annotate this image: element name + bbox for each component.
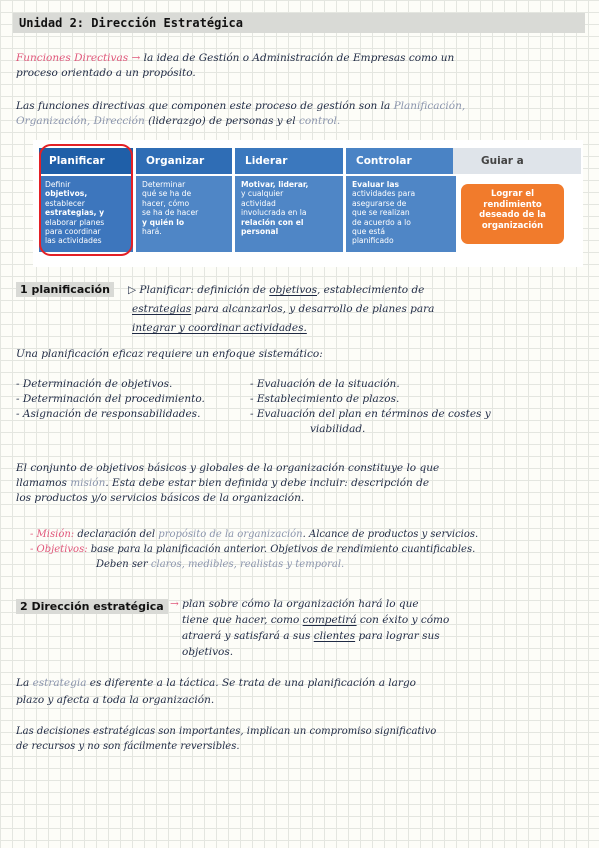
col-liderar: Motivar, liderar, y cualquier actividad involucrada en la relación con el personal — [235, 176, 343, 252]
direccion-definition: → plan sobre cómo la organización hará lo que tiene que hacer, como competirá con éxito y cómo atraerá y satisfará a sus clientes para lograr sus objetivos. — [170, 598, 450, 658]
header-organizar: Organizar — [136, 148, 232, 174]
planificacion-definition: ▷ Planificar: definición de objetivos, establecimiento de estrategias para alcanzarlos, y desarrollo de planes para integrar y coordinar actividades. — [128, 284, 435, 334]
intro-line-2: proceso orientado a un propósito. — [16, 67, 196, 79]
mission-paragraph: El conjunto de objetivos básicos y globales de la organización constituye lo que llamamos misión. Esta debe estar bien definida y debe incluir: descripción de los productos y/o servicios básicos de la organización. — [16, 462, 440, 504]
highlight-circle — [39, 144, 133, 256]
definitions: - Misión: declaración del propósito de la organización. Alcance de productos y servicios. - Objetivos: base para la planificación anterior. Objetivos de rendimiento cuantificables. Deben ser claros, medibles, realistas y temporal. — [30, 527, 595, 572]
def-objetivos: - Objetivos: base para la planificación anterior. Objetivos de rendimiento cuantificables. — [30, 544, 476, 555]
functions-paragraph — [16, 99, 591, 129]
intro-line-1: Funciones Directivas → la idea de Gestión o Administración de Empresas como un — [16, 52, 455, 64]
result-box: Lograr el rendimiento deseado de la organización — [461, 184, 564, 244]
intro-term: Funciones Directivas — [16, 52, 129, 64]
section-heading-planificacion: 1 planificación — [16, 282, 114, 297]
systematic-intro: Una planificación eficaz requiere un enfoque sistemático: — [16, 348, 323, 360]
page-title: Unidad 2: Dirección Estratégica — [13, 13, 585, 33]
col-planificar: Definir objetivos, establecer estrategias, y elaborar planes para coordinar las actividades — [39, 176, 133, 252]
systematic-list-right: - Evaluación de la situación. - Establecimiento de plazos. - Evaluación del plan en términos de costes y viabilidad. — [250, 378, 491, 435]
col-controlar: Evaluar las actividades para asegurarse de que se realizan de acuerdo a lo que está planificado — [346, 176, 456, 252]
systematic-list-left: - Determinación de objetivos. - Determinación del procedimiento. - Asignación de responsabilidades. — [16, 378, 205, 420]
management-functions-diagram — [33, 140, 583, 267]
arrow-icon: → — [170, 598, 179, 610]
header-guiar: Guiar a — [453, 148, 581, 174]
header-controlar: Controlar — [346, 148, 456, 174]
header-liderar: Liderar — [235, 148, 343, 174]
decisiones-paragraph: Las decisiones estratégicas son importantes, implican un compromiso significativo de recursos y no son fácilmente reversibles. — [16, 726, 437, 752]
header-planificar: Planificar — [39, 148, 133, 174]
section-heading-direccion: 2 Dirección estratégica — [16, 599, 168, 614]
functions-line-2: Organización, Dirección (liderazgo) de personas y el control. — [16, 115, 341, 127]
col-organizar: Determinar qué se ha de hacer, cómo se ha de hacer y quién lo hará. — [136, 176, 232, 252]
triangle-arrow-icon: ▷ — [128, 284, 137, 296]
arrow-icon: → — [131, 52, 141, 64]
functions-line-1: Las funciones directivas que componen este proceso de gestión son la Planificación, — [16, 100, 466, 112]
estrategia-paragraph: La estrategia es diferente a la táctica. Se trata de una planificación a largo plazo y afecta a toda la organización. — [16, 677, 416, 706]
intro-paragraph — [16, 51, 586, 81]
def-mision: - Misión: declaración del propósito de la organización. Alcance de productos y servicios. — [30, 529, 479, 540]
